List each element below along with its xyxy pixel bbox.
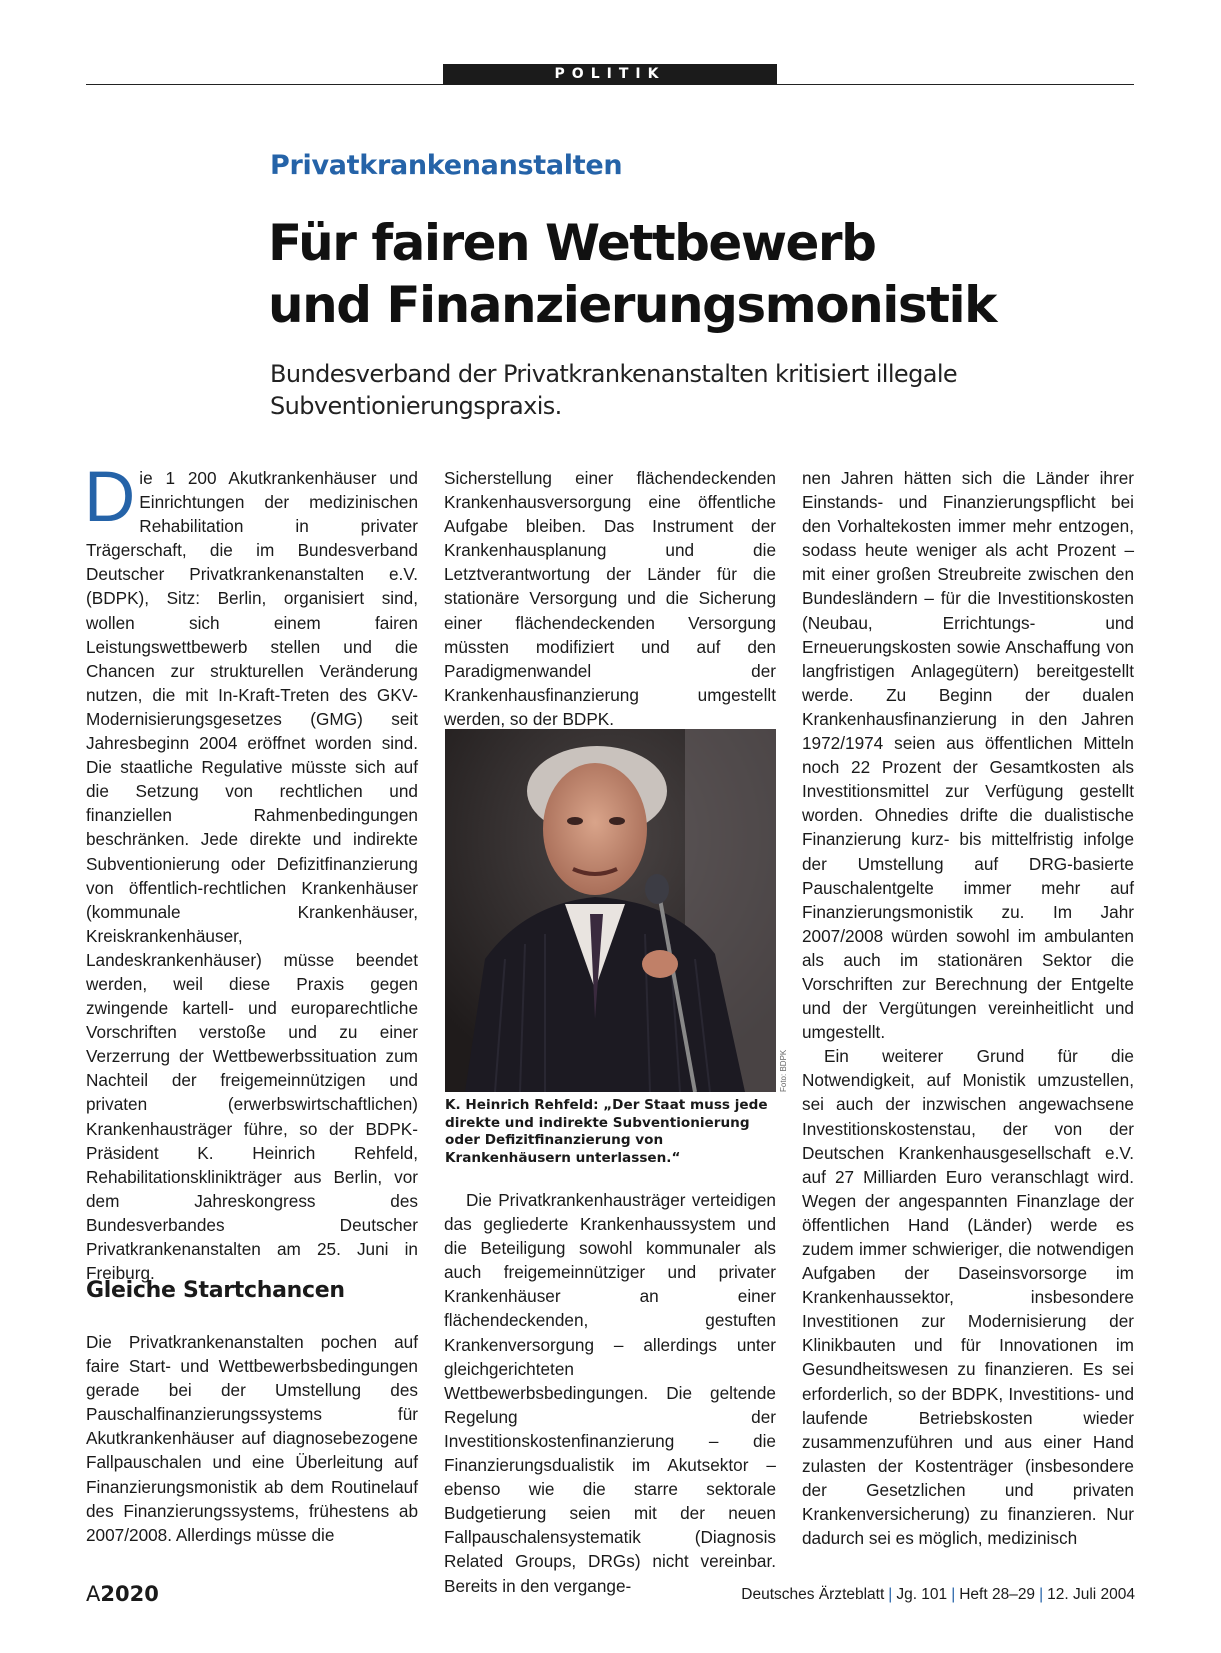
paragraph: nen Jahren hätten sich die Länder ihrer Einstands- und Finanzierungspflicht bei den Vorhaltekosten immer mehr entzogen, sodass heute weniger als acht Prozent – mit einer großen Streubreite zwischen den Bundesländern – für die Investitionskosten (Neubau, Errichtungs- und Erneuerungskosten sowie Anschaffung von langfristigen Anlagegütern) bereitgestellt werde. Zu Beginn der dualen Krankenhausfinanzierung in den Jahren 1972/1974 seien aus öffentlichen Mitteln noch 22 Prozent der Gesamtkosten als Investitionsmittel zur Verfügung gestellt worden. Ohnedies drifte die dualistische Finanzierung kurz- bis mittelfristig infolge der Umstellung auf DRG-basierte Pauschalentgelte immer mehr auf Finanzierungsmonistik zu. Im Jahr 2007/2008 würden sowohl im ambulanten als auch im stationären Sektor die Vorschriften zur Berechnung der Entgelte und der Vergütungen vereinheitlicht und umgestellt. [802, 468, 1134, 1043]
article-headline [268, 212, 1128, 336]
photo-caption: K. Heinrich Rehfeld: „Der Staat muss jede direkte und indirekte Subventionierung oder Defizitfinanzierung von Krankenhäusern unterlassen.“ [445, 1097, 768, 1166]
article-kicker: Privatkrankenanstalten [270, 150, 623, 181]
page-number-value: 2020 [100, 1582, 159, 1606]
portrait-photo [445, 729, 776, 1092]
portrait-illustration [445, 729, 776, 1092]
column-1 [84, 458, 418, 1285]
headline-line-2: und Finanzierungsmonistik [268, 276, 996, 334]
column-2 [444, 466, 776, 731]
paragraph: Die Privatkrankenanstalten pochen auf faire Start- und Wettbewerbsbedingungen gerade bei der Umstellung des Pauschalfinanzierungssystems für Akutkrankenhäuser auf diagnosebezogene Fallpauschalen und eine Überleitung auf Finanzierungsmonistik ab dem Routinelauf des Finanzierungssystems, frühestens ab 2007/2008. Allerdings müsse die [86, 1332, 418, 1545]
intro-text: ie 1 200 Akutkrankenhäuser und Einrichtungen der medizinischen Rehabilitation in privater Trägerschaft, die im Bundesverband Deutscher Privatkrankenanstalten e.V. (BDPK), Sitz: Berlin, organisiert sind, wollen sich einem fairen Leistungswettbewerb stellen und die Chancen zur strukturellen Veränderung nutzen, die mit In-Kraft-Treten des GKV-Modernisierungsgesetzes (GMG) seit Jahresbeginn 2004 eröffnet worden sind. Die staatliche Regulative müsste sich auf die Setzung von rechtlichen und finanziellen Rahmenbedingungen beschränken. Jede direkte und indirekte Subventionierung oder Defizitfinanzierung von öffentlich-rechtlichen Krankenhäuser (kommunale Krankenhäuser, Kreiskrankenhäuser, Landeskrankenhäuser) müsse beendet werden, weil diese Praxis gegen zwingende kartell- und europarechtliche Vorschriften verstoße und zu einer Verzerrung der Wettbewerbssituation zum Nachteil der freigemeinnützigen und privaten (erwerbswirtschaftlichen) Krankenhausträger führe, so der BDPK-Präsident K. Heinrich Rehfeld, Rehabilitationsklinikträger aus Berlin, vor dem Jahreskongress des Bundesverbandes Deutscher Privatkrankenanstalten am 25. Juni in Freiburg. [86, 468, 418, 1284]
drop-cap: D [84, 458, 136, 537]
intro-paragraph [84, 458, 418, 1285]
subheading: Gleiche Startchancen [86, 1278, 345, 1303]
headline-line-1: Für fairen Wettbewerb [268, 214, 876, 272]
section-label: POLITIK [443, 64, 777, 85]
column-3 [802, 466, 1134, 1550]
journal-info: Deutsches Ärzteblatt | Jg. 101 | Heft 28–29 | 12. Juli 2004 [741, 1586, 1135, 1603]
paragraph: Ein weiterer Grund für die Notwendigkeit, auf Monistik umzustellen, sei auch der inzwischen angewachsene Investitionskostenstau, der von der Deutschen Krankenhausgesellschaft e.V. auf 27 Milliarden Euro veranschlagt wird. Wegen der angespannten Finanzlage der öffentlichen Hand (Länder) werde es zudem immer schwieriger, die notwendigen Aufgaben der Daseinsvorsorge im Krankenhaussektor, insbesondere Investitionen zur Modernisierung der Klinikbauten und für Innovationen im Gesundheitswesen zu finanzieren. Es sei erforderlich, so der BDPK, Investitions- und laufende Betriebskosten wieder zusammenzuführen und aus einer Hand zulasten der Kostenträger (insbesondere der Gesetzlichen und privaten Krankenversicherung) zu finanzieren. Nur dadurch sei es möglich, medizinisch [802, 1046, 1134, 1549]
article-deck: Bundesverband der Privatkrankenanstalten kritisiert illegale Subventionierungspraxis. [270, 360, 958, 420]
paragraph: Sicherstellung einer flächendeckenden Krankenhausversorgung eine öffentliche Aufgabe bleiben. Das Instrument der Krankenhausplanung und die Letztverantwortung der Länder für die stationäre Versorgung und die Sicherung einer flächendeckenden Versorgung müssten modifiziert und auf den Paradigmenwandel der Krankenhausfinanzierung umgestellt werden, so der BDPK. [444, 468, 776, 729]
paragraph: Die Privatkrankenhausträger verteidigen das gegliederte Krankenhaussystem und die Beteiligung sowohl kommunaler als auch freigemeinnütziger und privater Krankenhäuser an einer flächendeckenden, gestuften Krankenversorgung – allerdings unter gleichgerichteten Wettbewerbsbedingungen. Die geltende Regelung der Investitionskostenfinanzierung – die Finanzierungsdualistik im Akutsektor – ebenso wie die starre sektorale Budgetierung seien mit der neuen Fallpauschalensystematik (Diagnosis Related Groups, DRGs) nicht vereinbar. Bereits in den vergange- [444, 1190, 776, 1596]
journal-name: Deutsches Ärzteblatt [741, 1586, 885, 1603]
journal-date: 12. Juli 2004 [1047, 1586, 1135, 1603]
photo-credit: Foto: BDPK [779, 1049, 788, 1092]
journal-volume: Jg. 101 [896, 1586, 948, 1603]
page-number [86, 1582, 159, 1606]
page-prefix: A [86, 1582, 101, 1606]
column-2-lower [444, 1188, 776, 1598]
column-1-lower [86, 1330, 418, 1547]
journal-issue: Heft 28–29 [959, 1586, 1036, 1603]
